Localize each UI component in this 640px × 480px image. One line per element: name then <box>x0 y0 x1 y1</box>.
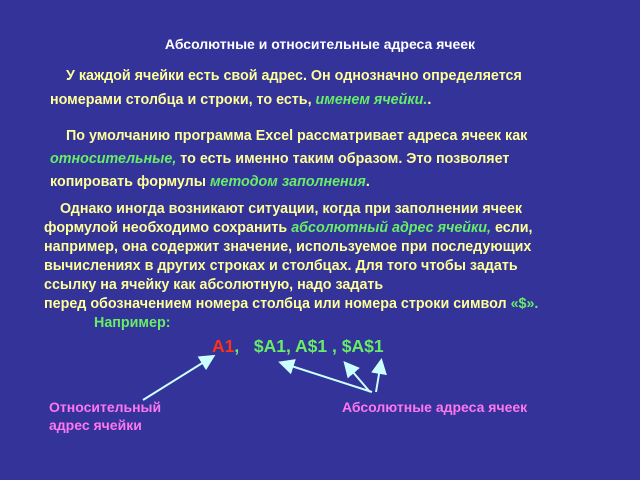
para2-end: . <box>365 174 370 190</box>
para3-line5: ссылку на ячейку как абсолютную, надо задать <box>44 277 384 293</box>
slide-title: Абсолютные и относительные адреса ячеек <box>164 36 476 52</box>
absolute-addresses: $A1, A$1 , $A$1 <box>253 336 384 356</box>
formula-separator: , <box>234 336 240 356</box>
para2-emphasis: относительные, <box>50 151 177 167</box>
para3-text6: перед обозначением номера столбца или номера строки символ <box>44 296 507 312</box>
para3-line3: например, она содержит значение, используемое при последующих <box>44 239 532 255</box>
arrow-abs-3 <box>376 362 381 392</box>
para3-text2: формулой необходимо сохранить <box>44 220 288 236</box>
arrow-relative <box>143 357 212 400</box>
para2-text: то есть именно таким образом. Это позволяет <box>180 151 510 167</box>
relative-label-line1: Относительный <box>49 399 162 415</box>
relative-label-line2: адрес ячейки <box>49 417 142 433</box>
para1-line1: У каждой ячейки есть свой адрес. Он однозначно определяется <box>66 68 522 84</box>
para2-emphasis3: методом заполнения <box>209 174 366 190</box>
para2-text3: копировать формулы <box>50 174 206 190</box>
para3-line4: вычислениях в других строках и столбцах. Для того чтобы задать <box>44 258 518 274</box>
para3-emphasis: абсолютный адрес ячейки, <box>291 220 491 236</box>
para2-line1: По умолчанию программа Excel рассматривает адреса ячеек как <box>66 128 528 144</box>
absolute-label: Абсолютные адреса ячеек <box>342 399 528 415</box>
para1-text: номерами столбца и строки, то есть, <box>50 92 312 108</box>
para3-end2: если, <box>494 220 533 236</box>
para3-line1: Однако иногда возникают ситуации, когда при заполнении ячеек <box>60 201 523 217</box>
relative-address: A1 <box>212 336 235 356</box>
para1-emphasis: именем ячейки. <box>315 92 428 108</box>
para1-end: . <box>427 92 432 108</box>
dollar-symbol: «$». <box>510 296 539 312</box>
example-label: Например: <box>94 315 171 331</box>
